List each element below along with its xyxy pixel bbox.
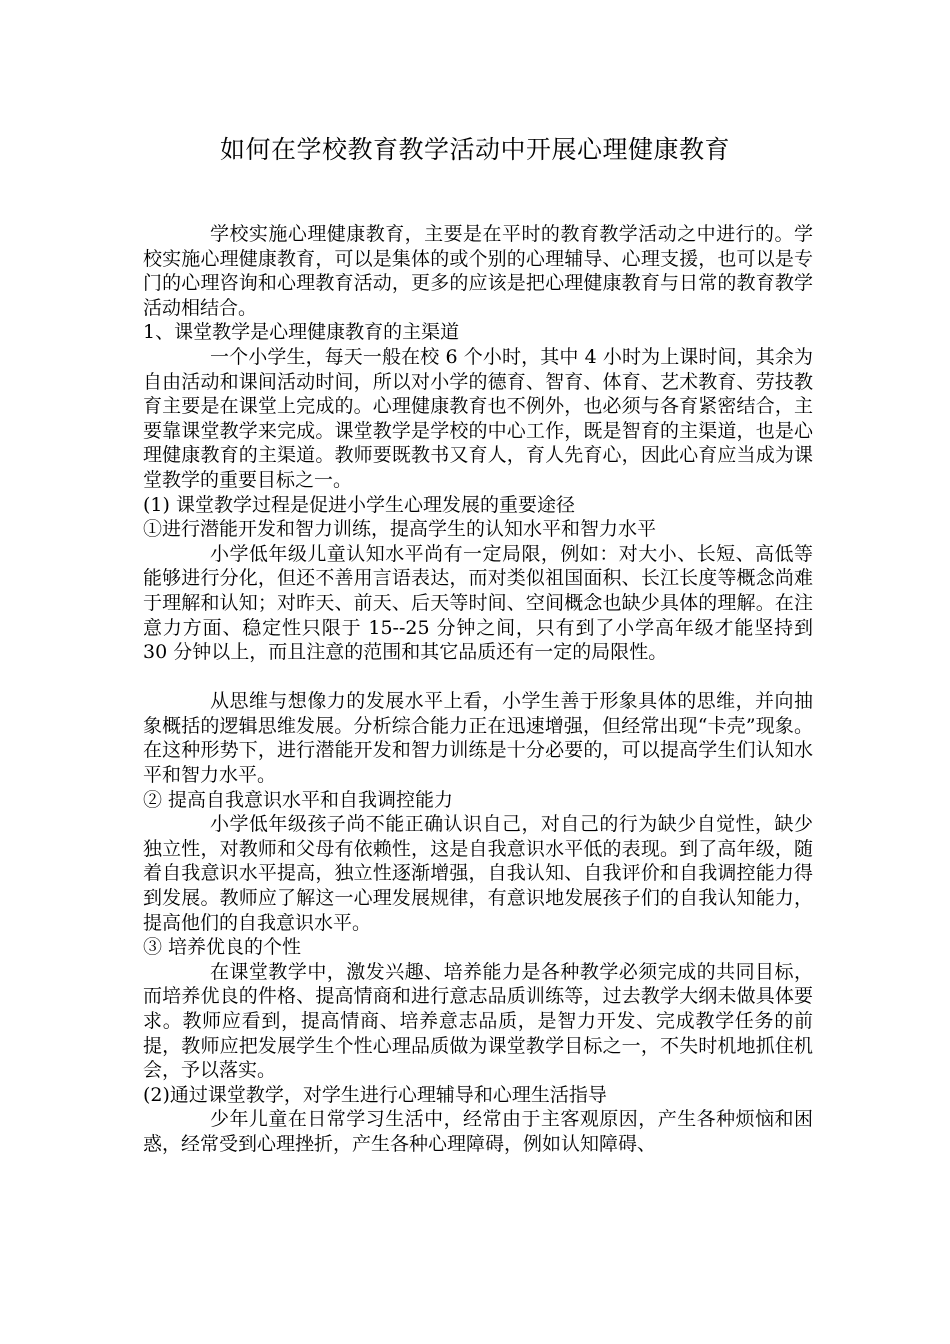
paragraph-1: 一个小学生，每天一般在校 6 个小时，其中 4 小时为上课时间，其余为自由活动和课间活动时间，所以对小学的德育、智育、体育、艺术教育、劳技教育主要是在课堂上完成的。心理健康教育也不例外，也必须与各育紧密结合，主要靠课堂教学来完成。课堂教学是学校的中心工作，既是智育的主渠道，也是心理健康教育的主渠道。教师要既教书又育人，育人先育心，因此心育应当成为课堂教学的重要目标之一。 bbox=[143, 345, 813, 491]
document-title: 如何在学校教育教学活动中开展心理健康教育 bbox=[219, 135, 730, 164]
paragraph-4: 小学低年级孩子尚不能正确认识自己，对自己的行为缺少自觉性，缺少独立性，对教师和父母有依赖性，这是自我意识水平低的表现。到了高年级，随着自我意识水平提高，独立性逐渐增强，自我认知、自我评价和自我调控能力得到发展。教师应了解这一心理发展规律，有意识地发展孩子们的自我认知能力，提高他们的自我意识水平。 bbox=[143, 813, 813, 934]
heading-section-1-1-b: ② 提高自我意识水平和自我调控能力 bbox=[143, 788, 454, 811]
document-body bbox=[143, 222, 813, 1157]
heading-section-1: 1、课堂教学是心理健康教育的主渠道 bbox=[143, 321, 460, 344]
paragraph-3: 从思维与想像力的发展水平上看，小学生善于形象具体的思维，并向抽象概括的逻辑思维发展。分析综合能力正在迅速增强，但经常出现“卡壳”现象。在这种形势下，进行潜能开发和智力训练是十分必要的，可以提高学生们认知水平和智力水平。 bbox=[143, 690, 813, 787]
heading-section-1-1-c: ③ 培养优良的个性 bbox=[143, 936, 302, 959]
paragraph-2: 小学低年级儿童认知水平尚有一定局限，例如：对大小、长短、高低等能够进行分化，但还不善用言语表达，而对类似祖国面积、长江长度等概念尚难于理解和认知；对昨天、前天、后天等时间、空间概念也缺少具体的理解。在注意力方面、稳定性只限于 15--25 分钟之间，只有到了小学高年级才能坚持到 30 分钟以上，而且注意的范围和其它品质还有一定的局限性。 bbox=[143, 542, 813, 664]
heading-section-1-2: (2)通过课堂教学，对学生进行心理辅导和心理生活指导 bbox=[143, 1083, 607, 1106]
blank-line bbox=[143, 665, 813, 690]
heading-section-1-1-a: ①进行潜能开发和智力训练，提高学生的认知水平和智力水平 bbox=[143, 518, 657, 541]
paragraph-intro: 学校实施心理健康教育，主要是在平时的教育教学活动之中进行的。学校实施心理健康教育，可以是集体的或个别的心理辅导、心理支援，也可以是专门的心理咨询和心理教育活动，更多的应该是把心理健康教育与日常的教育教学活动相结合。 bbox=[143, 223, 813, 319]
paragraph-5: 在课堂教学中，激发兴趣、培养能力是各种教学必须完成的共同目标，而培养优良的件格、提高情商和进行意志品质训练等，过去教学大纲未做具体要求。教师应看到，提高情商、培养意志品质，是智力开发、完成教学任务的前提，教师应把发展学生个性心理品质做为课堂教学目标之一，不失时机地抓住机会，予以落实。 bbox=[143, 960, 813, 1082]
paragraph-6: 少年儿童在日常学习生活中，经常由于主客观原因，产生各种烦恼和困惑，经常受到心理挫折，产生各种心理障碍，例如认知障碍、 bbox=[143, 1108, 813, 1155]
heading-section-1-1: (1) 课堂教学过程是促进小学生心理发展的重要途径 bbox=[143, 493, 575, 516]
